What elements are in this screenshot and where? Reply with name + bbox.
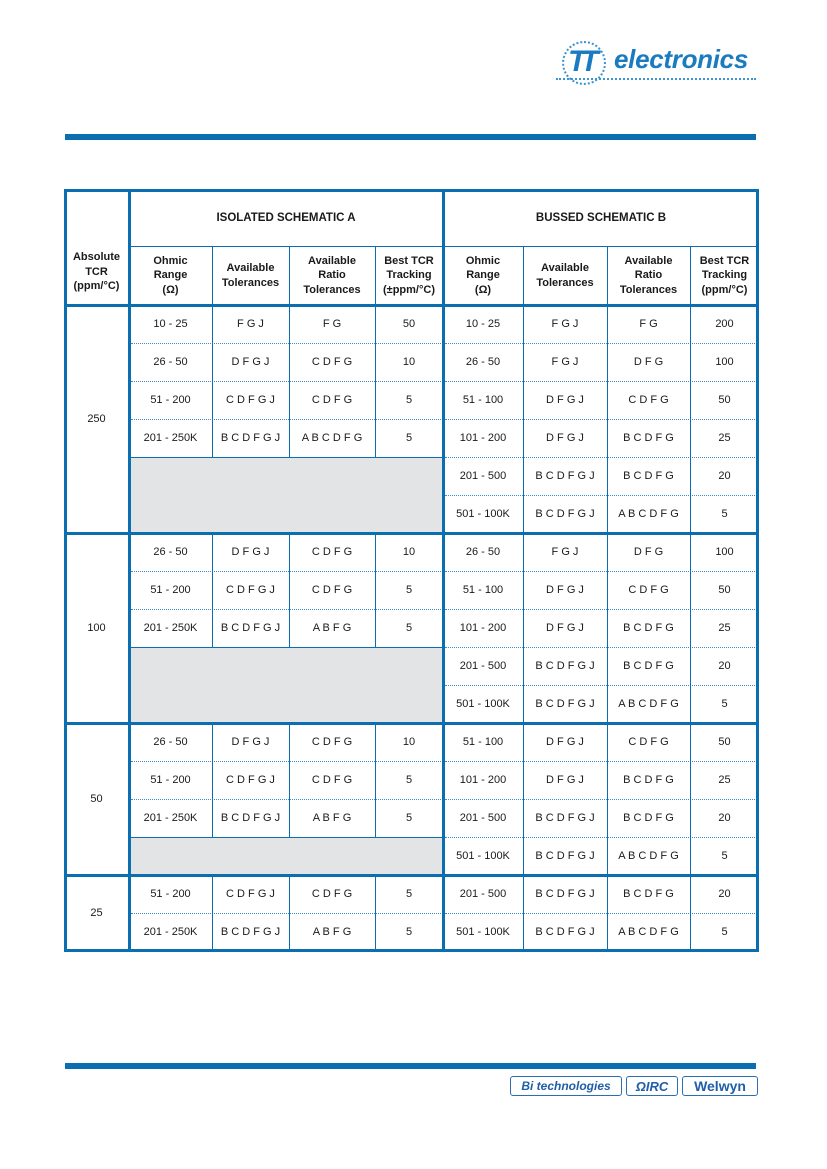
isolated-cell: C D F G	[311, 888, 353, 900]
bussed-cell: 5	[721, 698, 728, 710]
bussed-cell: 26 - 50	[465, 546, 501, 558]
bussed-cell: C D F G	[628, 736, 669, 748]
absolute-tcr-value: 25	[90, 907, 103, 919]
brand-name: electronics	[614, 44, 748, 74]
bussed-cell: 50	[718, 584, 731, 596]
absolute-tcr-value: 250	[87, 413, 106, 425]
header-line: Tracking	[386, 269, 432, 282]
header-line: Absolute	[72, 251, 121, 264]
bussed-cell: D F G	[633, 356, 664, 368]
header-line: Tracking	[701, 269, 748, 282]
bussed-cell: 25	[718, 622, 731, 634]
isolated-cell: C D F G J	[226, 394, 275, 406]
isolated-cell: C D F G	[311, 774, 353, 786]
isolated-cell: 51 - 200	[150, 774, 191, 786]
bussed-cell: 201 - 500	[459, 888, 507, 900]
column-header	[690, 246, 759, 305]
bussed-cell: 100	[715, 546, 734, 558]
column-header	[212, 246, 289, 305]
isolated-cell: 10	[402, 736, 416, 748]
header-column-divider	[289, 246, 290, 305]
absolute-tcr-header	[64, 239, 129, 305]
isolated-cell: C D F G J	[226, 774, 275, 786]
isolated-cell: D F G J	[231, 736, 270, 748]
column-divider	[607, 305, 608, 533]
section-divider	[64, 874, 759, 877]
welwyn-logo: Welwyn	[682, 1076, 758, 1096]
bussed-cell: B C D F G	[623, 812, 674, 824]
isolated-cell: 26 - 50	[153, 736, 188, 748]
bussed-cell: B C D F G	[623, 774, 674, 786]
header-line: Range	[466, 269, 500, 282]
bussed-cell: B C D F G J	[535, 812, 595, 824]
isolated-cell: C D F G J	[226, 584, 275, 596]
isolated-cell: 50	[402, 318, 416, 330]
bussed-cell: D F G J	[546, 622, 584, 634]
isolated-cell: 26 - 50	[153, 546, 188, 558]
isolated-cell: 201 - 250K	[143, 812, 198, 824]
isolated-cell: 201 - 250K	[143, 622, 198, 634]
bussed-cell: 201 - 500	[459, 812, 507, 824]
isolated-cell: B C D F G J	[220, 812, 281, 824]
bussed-cell: 20	[718, 888, 731, 900]
column-divider	[607, 723, 608, 875]
column-header	[607, 246, 690, 305]
column-divider	[690, 723, 691, 875]
bussed-cell: 25	[718, 774, 731, 786]
header-line: Available	[308, 254, 356, 267]
group-title-bussed: BUSSED SCHEMATIC B	[535, 211, 667, 224]
bussed-cell: 51 - 100	[462, 736, 504, 748]
column-divider	[523, 723, 524, 875]
isolated-cell: 5	[405, 432, 413, 444]
bussed-cell: D F G J	[546, 584, 584, 596]
isolated-cell: A B F G	[312, 622, 352, 634]
isolated-cell: F G	[322, 318, 342, 330]
column-divider	[289, 875, 290, 951]
column-header	[129, 246, 212, 305]
bussed-cell: 50	[718, 394, 731, 406]
empty-filler	[129, 837, 443, 875]
bussed-cell: 20	[718, 812, 731, 824]
footer-brand-logos	[510, 1076, 758, 1098]
header-column-divider	[212, 246, 213, 305]
bussed-cell: B C D F G J	[535, 850, 595, 862]
header-line: Available	[624, 254, 673, 267]
bussed-cell: B C D F G J	[535, 470, 595, 482]
column-header	[523, 246, 607, 305]
isolated-cell: C D F G	[311, 584, 353, 596]
bussed-cell: A B C D F G	[618, 508, 679, 520]
column-divider	[289, 533, 290, 647]
bussed-cell: B C D F G J	[535, 888, 595, 900]
isolated-cell: 5	[405, 584, 413, 596]
bussed-cell: 25	[718, 432, 731, 444]
tt-mark-icon: TT	[562, 41, 606, 85]
isolated-cell: 201 - 250K	[143, 432, 198, 444]
bussed-cell: 26 - 50	[465, 356, 501, 368]
empty-filler	[129, 457, 443, 533]
bussed-cell: B C D F G J	[535, 660, 595, 672]
section-divider	[64, 722, 759, 725]
bussed-cell: 20	[718, 660, 731, 672]
group-title-isolated: ISOLATED SCHEMATIC A	[216, 211, 356, 224]
bussed-cell: 100	[715, 356, 734, 368]
isolated-cell: 5	[405, 622, 413, 634]
header-column-divider	[607, 246, 608, 305]
isolated-cell: C D F G	[311, 546, 353, 558]
isolated-cell: B C D F G J	[220, 432, 281, 444]
header-line: TCR	[85, 265, 108, 278]
bussed-cell: D F G J	[546, 774, 584, 786]
bussed-cell: D F G J	[546, 394, 584, 406]
column-divider	[212, 305, 213, 457]
isolated-end-line	[129, 457, 443, 458]
bussed-cell: 201 - 500	[459, 660, 507, 672]
isolated-cell: D F G J	[231, 356, 270, 368]
header-line: Range	[153, 269, 188, 282]
isolated-cell: 5	[405, 394, 413, 406]
header-line: Tolerances	[221, 276, 280, 289]
bussed-cell: 501 - 100K	[456, 926, 510, 938]
bussed-cell: C D F G	[628, 394, 669, 406]
column-header	[443, 246, 523, 305]
column-divider	[607, 875, 608, 951]
header-line: (±ppm/°C)	[383, 283, 435, 296]
column-divider	[212, 875, 213, 951]
bussed-cell: 101 - 200	[459, 774, 507, 786]
isolated-cell: C D F G	[311, 394, 353, 406]
bussed-cell: F G J	[551, 356, 579, 368]
header-column-divider	[375, 246, 376, 305]
header-column-divider	[523, 246, 524, 305]
bussed-cell: 101 - 200	[459, 432, 507, 444]
bussed-cell: D F G	[633, 546, 664, 558]
isolated-end-line	[129, 647, 443, 648]
bussed-cell: 501 - 100K	[456, 850, 510, 862]
isolated-cell: 5	[405, 888, 413, 900]
header-line: Best TCR	[384, 254, 434, 267]
isolated-cell: B C D F G J	[220, 622, 281, 634]
bussed-cell: A B C D F G	[618, 698, 679, 710]
bussed-cell: 50	[718, 736, 731, 748]
isolated-cell: C D F G J	[226, 888, 275, 900]
bussed-cell: F G J	[551, 318, 579, 330]
bussed-cell: 5	[721, 508, 728, 520]
bussed-cell: B C D F G J	[535, 508, 595, 520]
header-line: Available	[226, 262, 275, 274]
bussed-cell: 201 - 500	[459, 470, 507, 482]
header-line: Ratio	[318, 269, 346, 282]
column-divider	[289, 305, 290, 457]
header-line: Tolerances	[536, 276, 594, 289]
column-divider	[690, 875, 691, 951]
column-divider	[375, 875, 376, 951]
bussed-cell: 51 - 100	[462, 394, 504, 406]
isolated-cell: A B C D F G	[301, 432, 363, 444]
isolated-cell: 51 - 200	[150, 888, 191, 900]
isolated-cell: 5	[405, 926, 413, 938]
bussed-cell: 10 - 25	[465, 318, 501, 330]
column-divider	[690, 533, 691, 723]
bussed-cell: 51 - 100	[462, 584, 504, 596]
isolated-cell: D F G J	[231, 546, 270, 558]
isolated-cell: 51 - 200	[150, 584, 191, 596]
bussed-cell: 5	[721, 926, 728, 938]
isolated-cell: C D F G	[311, 736, 353, 748]
column-divider	[523, 533, 524, 723]
isolated-end-line	[129, 837, 443, 838]
isolated-cell: 51 - 200	[150, 394, 191, 406]
bussed-cell: B C D F G	[623, 432, 674, 444]
header-line: Ohmic	[465, 254, 501, 267]
bussed-cell: 200	[715, 318, 734, 330]
bussed-cell: B C D F G	[623, 660, 674, 672]
bussed-cell: 20	[718, 470, 731, 482]
bussed-cell: 501 - 100K	[456, 508, 510, 520]
bussed-cell: 501 - 100K	[456, 698, 510, 710]
header-line: Best TCR	[699, 254, 750, 267]
bussed-cell: A B C D F G	[618, 926, 679, 938]
bussed-cell: B C D F G	[623, 888, 674, 900]
irc-logo: ΩIRC	[626, 1076, 678, 1096]
isolated-cell: F G J	[237, 318, 264, 330]
table-border-top	[64, 189, 759, 192]
section-divider	[64, 532, 759, 535]
column-divider	[375, 533, 376, 647]
empty-filler	[129, 647, 443, 723]
isolated-cell: 10	[402, 546, 416, 558]
isolated-cell: 26 - 50	[153, 356, 188, 368]
header-line: Ratio	[634, 269, 663, 282]
bussed-cell: B C D F G	[623, 470, 674, 482]
isolated-cell: C D F G	[311, 356, 353, 368]
header-line: Available	[541, 262, 589, 274]
absolute-tcr-value: 100	[87, 622, 106, 634]
isolated-cell: B C D F G J	[220, 926, 281, 938]
column-header	[375, 246, 443, 305]
bussed-cell: 5	[721, 850, 728, 862]
column-header	[289, 246, 375, 305]
bussed-cell: F G	[639, 318, 658, 330]
bussed-cell: C D F G	[628, 584, 669, 596]
header-line: (Ω)	[162, 283, 179, 296]
table-border-bottom	[64, 949, 759, 952]
isolated-cell: 10	[402, 356, 416, 368]
isolated-cell: 10 - 25	[153, 318, 188, 330]
bussed-cell: B C D F G J	[535, 698, 595, 710]
header-line: Tolerances	[619, 283, 678, 296]
header-divider-bar	[65, 134, 756, 140]
header-line: Tolerances	[303, 283, 361, 296]
column-divider	[523, 875, 524, 951]
bi-technologies-logo: Bi technologies	[510, 1076, 622, 1096]
header-column-divider	[690, 246, 691, 305]
footer-divider-bar	[65, 1063, 756, 1069]
bussed-cell: D F G J	[546, 736, 584, 748]
column-divider	[212, 533, 213, 647]
column-divider	[607, 533, 608, 723]
bussed-cell: F G J	[551, 546, 579, 558]
tcr-specification-table	[64, 189, 759, 952]
isolated-cell: 5	[405, 774, 413, 786]
header-bottom-line	[64, 304, 759, 307]
bussed-cell: 101 - 200	[459, 622, 507, 634]
column-divider	[375, 305, 376, 457]
bussed-cell: B C D F G	[623, 622, 674, 634]
bussed-cell: A B C D F G	[618, 850, 679, 862]
isolated-cell: 201 - 250K	[143, 926, 198, 938]
header-line: Ohmic	[153, 254, 188, 267]
column-divider	[375, 723, 376, 837]
isolated-cell: A B F G	[312, 926, 352, 938]
column-divider	[690, 305, 691, 533]
header-line: (ppm/°C)	[73, 280, 120, 293]
absolute-tcr-value: 50	[90, 793, 103, 805]
isolated-cell: 5	[405, 812, 413, 824]
bussed-cell: B C D F G J	[535, 926, 595, 938]
header-line: (Ω)	[474, 283, 492, 296]
column-divider	[523, 305, 524, 533]
column-divider	[212, 723, 213, 837]
header-line: (ppm/°C)	[701, 283, 748, 296]
bussed-cell: D F G J	[546, 432, 584, 444]
logo-dotted-underline	[556, 78, 756, 80]
column-divider	[289, 723, 290, 837]
tt-electronics-logo	[556, 38, 758, 90]
isolated-cell: A B F G	[312, 812, 352, 824]
